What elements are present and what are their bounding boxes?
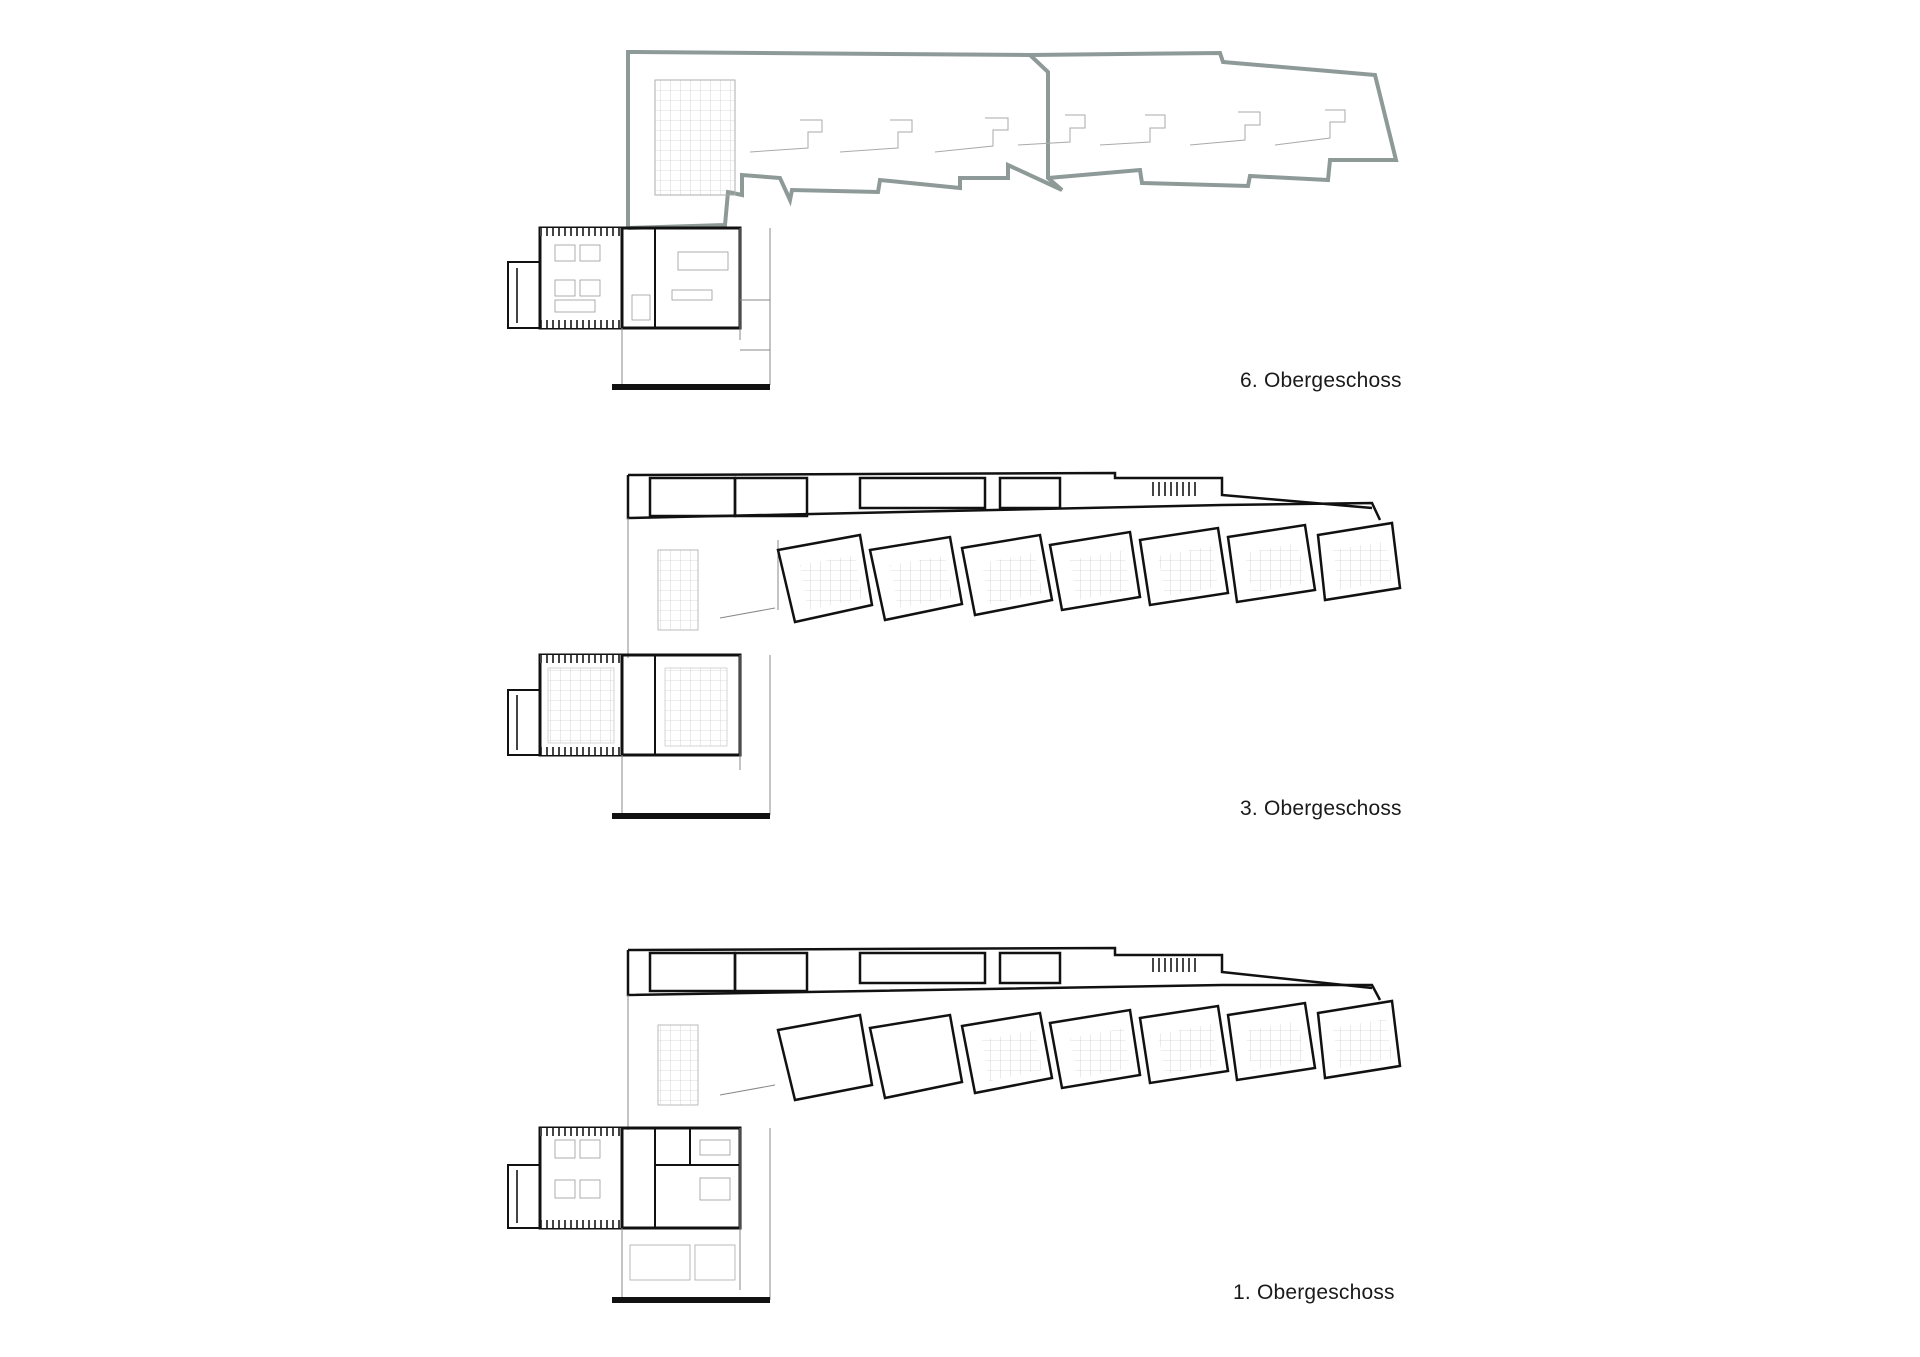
core-rooms-1 <box>650 953 1060 991</box>
stair-3 <box>1150 482 1200 496</box>
floor-plan-3-obergeschoss <box>508 473 1400 819</box>
central-stair-3 <box>658 550 698 630</box>
slab-edge <box>612 1297 770 1303</box>
floor-label-3-obergeschoss: 3. Obergeschoss <box>1240 797 1402 820</box>
classroom-desks-3 <box>800 541 1392 610</box>
slab-edge <box>612 813 770 819</box>
solar-panel-grid <box>655 80 735 195</box>
slab-edge <box>612 384 770 390</box>
west-block-3 <box>508 655 770 819</box>
north-wall-3 <box>628 475 1380 520</box>
west-block-1 <box>508 1128 770 1303</box>
stair-1 <box>1150 958 1200 972</box>
floor-plan-6-obergeschoss <box>508 52 1396 390</box>
floor-plan-1-obergeschoss <box>508 948 1400 1303</box>
central-stair-1 <box>658 1025 698 1105</box>
floor-label-1-obergeschoss: 1. Obergeschoss <box>1233 1281 1395 1304</box>
west-block-6 <box>508 228 770 390</box>
floor-label-6-obergeschoss: 6. Obergeschoss <box>1240 369 1402 392</box>
